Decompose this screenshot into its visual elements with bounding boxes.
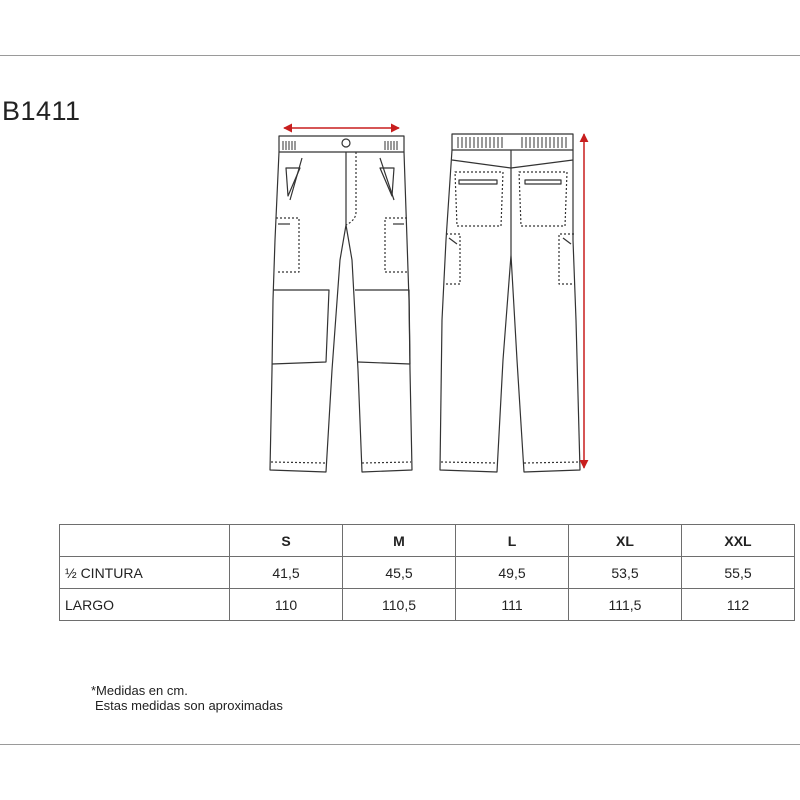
table-cell: 41,5 bbox=[230, 557, 343, 589]
size-header: S bbox=[230, 525, 343, 557]
table-row bbox=[60, 589, 795, 621]
table-cell: 111,5 bbox=[569, 589, 682, 621]
size-header: XXL bbox=[682, 525, 795, 557]
table-cell: 110,5 bbox=[343, 589, 456, 621]
table-row bbox=[60, 557, 795, 589]
note-line: Estas medidas son aproximadas bbox=[95, 698, 283, 713]
table-cell: 49,5 bbox=[456, 557, 569, 589]
size-header: M bbox=[343, 525, 456, 557]
table-corner-cell bbox=[60, 525, 230, 557]
row-label: ½ CINTURA bbox=[60, 557, 230, 589]
size-header: XL bbox=[569, 525, 682, 557]
table-cell: 111 bbox=[456, 589, 569, 621]
table-cell: 110 bbox=[230, 589, 343, 621]
table-cell: 55,5 bbox=[682, 557, 795, 589]
table-cell: 45,5 bbox=[343, 557, 456, 589]
pants-back-view bbox=[440, 134, 580, 472]
table-header-row bbox=[60, 525, 795, 557]
measurement-notes bbox=[91, 683, 283, 713]
note-line: *Medidas en cm. bbox=[91, 683, 188, 698]
table-cell: 53,5 bbox=[569, 557, 682, 589]
size-table bbox=[59, 524, 795, 621]
product-code: B1411 bbox=[2, 96, 81, 126]
table-cell: 112 bbox=[682, 589, 795, 621]
row-label: LARGO bbox=[60, 589, 230, 621]
size-header: L bbox=[456, 525, 569, 557]
bottom-divider bbox=[0, 744, 800, 745]
pants-front-view bbox=[270, 136, 412, 472]
